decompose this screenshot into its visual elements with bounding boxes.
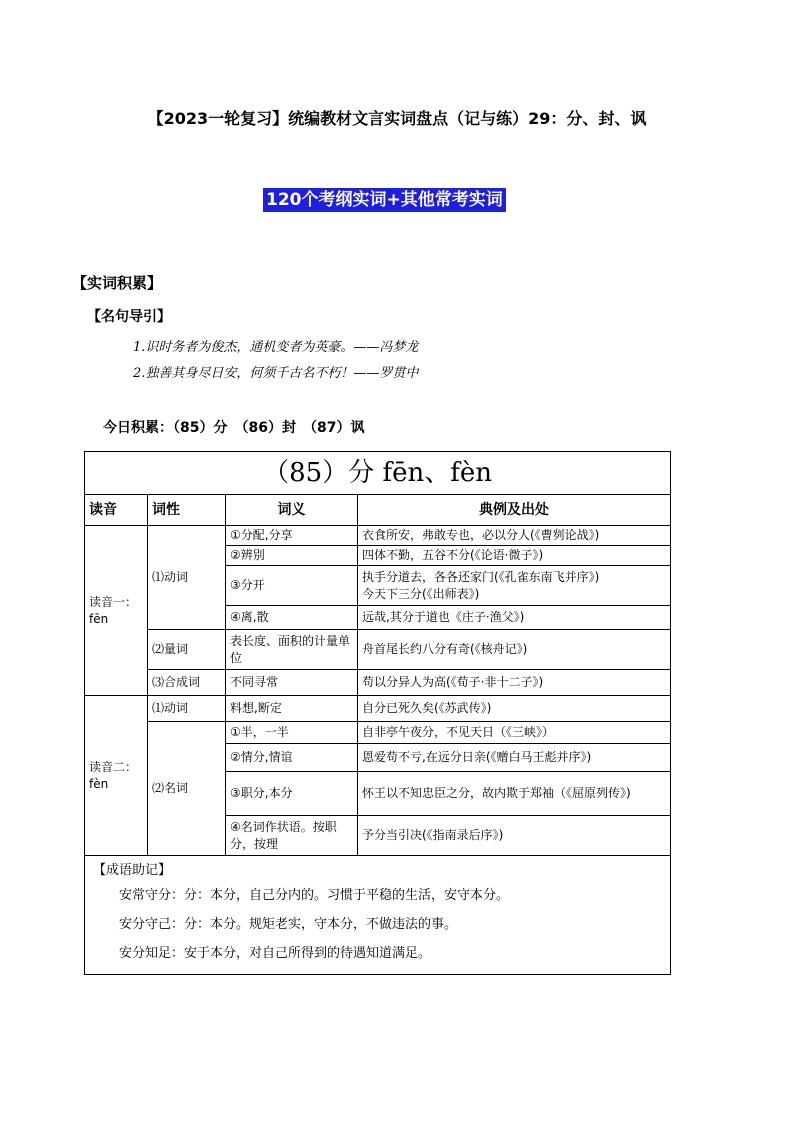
example-cell: 舟首尾长约八分有奇(《核舟记》): [358, 630, 671, 670]
meaning-cell: ①分配,分享: [226, 526, 358, 546]
header-pronunciation: 读音: [85, 495, 148, 526]
idiom-memo-line: 安常守分：分：本分，自己分内的。习惯于平稳的生活，安守本分。: [119, 888, 510, 903]
meaning-cell: 不同寻常: [226, 670, 358, 696]
idiom-memo-cell: [85, 856, 671, 975]
example-cell: 执手分道去，各各还家门(《孔雀东南飞并序》) 今天下三分(《出师表》): [358, 566, 671, 606]
quote-1: 1.识时务者为俊杰，通机变者为英豪。——冯梦龙: [133, 340, 419, 355]
example-cell: 远哉,其分于道也《庄子·渔父》): [358, 606, 671, 630]
example-cell: 苟以分异人为高(《荀子·非十二子》): [358, 670, 671, 696]
header-meaning: 词义: [226, 495, 358, 526]
pronunciation-2-label: 读音二：: [89, 759, 138, 774]
banner-heading: 120个考纲实词+其他常考实词: [263, 188, 506, 212]
example-cell: 恩爱苟不亏,在远分日亲(《赠白马王彪并序》): [358, 744, 671, 772]
pos-compound: ⑶合成词: [148, 670, 226, 696]
today-accumulation: 今日积累：（85）分 （86）封 （87）讽: [103, 420, 365, 436]
section-heading-accumulate: 【实词积累】: [72, 274, 163, 292]
idiom-memo-line: 安分守己：分：本分。规矩老实，守本分，不做违法的事。: [119, 917, 458, 932]
example-cell: 怀王以不知忠臣之分，故内欺于郑袖（《屈原列传》): [358, 772, 671, 816]
idiom-memo-title: 【成语助记】: [93, 863, 172, 878]
example-cell: 自分已死久矣(《苏武传》): [358, 696, 671, 722]
pos-noun: ⑵名词: [148, 722, 226, 856]
idiom-memo-line: 安分知足：安于本分，对自己所得到的待遇知道满足。: [119, 946, 432, 961]
header-part-of-speech: 词性: [148, 495, 226, 526]
meaning-cell: ③分开: [226, 566, 358, 606]
entry-heading: （85）分 fēn、fèn: [85, 452, 671, 495]
meaning-cell: ③职分,本分: [226, 772, 358, 816]
meaning-cell: ②情分,情谊: [226, 744, 358, 772]
pronunciation-2-cell: [85, 696, 148, 856]
meaning-cell: ④名词作状语。按职分，按理: [226, 816, 358, 856]
section-heading-quotes: 【名句导引】: [87, 309, 171, 325]
pronunciation-1-pinyin: fēn: [89, 611, 109, 626]
meaning-cell: 料想,断定: [226, 696, 358, 722]
quote-2: 2.独善其身尽日安，何须千古名不朽！——罗贯中: [133, 366, 419, 381]
meaning-cell: 表长度、面积的计量单位: [226, 630, 358, 670]
pos-verb-2: ⑴动词: [148, 696, 226, 722]
meaning-cell: ①半，一半: [226, 722, 358, 744]
pronunciation-1-label: 读音一：: [89, 594, 138, 609]
pronunciation-2-pinyin: fèn: [89, 776, 109, 791]
meaning-cell: ④离,散: [226, 606, 358, 630]
example-cell: 予分当引决(《指南录后序》): [358, 816, 671, 856]
header-example: 典例及出处: [358, 495, 671, 526]
example-cell: 四体不勤，五谷不分(《论语·微子》): [358, 546, 671, 566]
document-title: 【2023一轮复习】统编教材文言实词盘点（记与练）29：分、封、讽: [147, 109, 647, 128]
pos-verb-1: ⑴动词: [148, 526, 226, 630]
example-cell: 衣食所安，弗敢专也，必以分人(《曹刿论战》): [358, 526, 671, 546]
word-table: [84, 451, 671, 975]
pos-measure: ⑵量词: [148, 630, 226, 670]
meaning-cell: ②辨别: [226, 546, 358, 566]
pronunciation-1-cell: [85, 526, 148, 696]
example-cell: 自非亭午夜分，不见天日（《三峡》）: [358, 722, 671, 744]
